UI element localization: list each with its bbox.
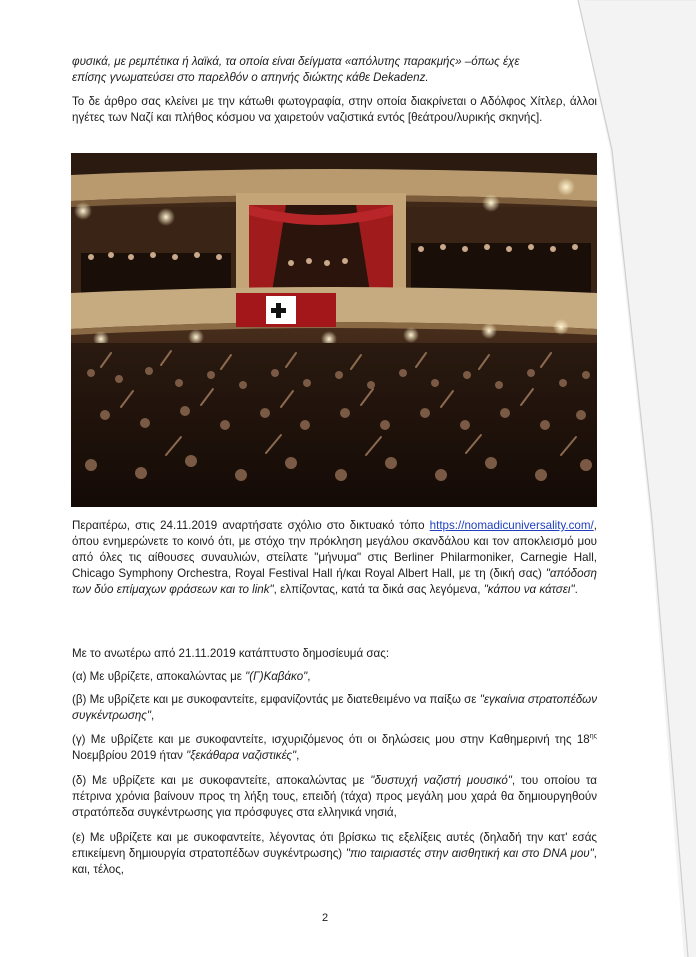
nomadic-link[interactable]: https://nomadicuniversality.com/ — [429, 519, 594, 532]
item-d: (δ) Με υβρίζετε και με συκοφαντείτε, αποκαλώντας με "δυστυχή ναζιστή μουσικό", του οποίου τα πέτρινα χρόνια βαίνουν προς τη λήξη τους, επειδή (τάχα) προς μεγάλη μου χαρά θα δημιουργηθούν στρατόπεδα συγκέντρωσης για πρόσφυγες στα ελληνικά νησιά, — [72, 774, 597, 819]
para1-line1: φυσικά, με ρεμπέτικα ή λαϊκά, τα οποία είναι δείγματα «απόλυτης παρακμής» –όπως έχε — [72, 55, 520, 68]
item-c: (γ) Με υβρίζετε και με συκοφαντείτε, ισχυριζόμενος ότι οι δηλώσεις μου στην Καθημερινή της $18^{\eta\varsigma}$ Νοεμβρίου 2019 ήταν "ξεκάθαρα ναζιστικές", — [72, 733, 597, 762]
opera-hall-photo — [71, 153, 597, 507]
item-b: (β) Με υβρίζετε και με συκοφαντείτε, εμφανίζοντάς με διατεθειμένο να παίξω σε "εγκαίνια στρατοπέδων συγκέντρωσης", — [72, 693, 597, 722]
item-a: (α) Με υβρίζετε, αποκαλώντας με "(Γ)Καβάκο", — [72, 670, 311, 683]
para3: Περαιτέρω, στις 24.11.2019 αναρτήσατε σχόλιο στο δικτυακό τόπο https://nomadicuniversality.com/, όπου ενημερώνετε το κοινό ότι, με στόχο την πρόκληση μεγάλου σκανδάλου και τον αποκλεισμό μου από όλες τις αίθουσες συναυλιών, στείλατε "μήνυμα" στις Berliner Philarmoniker, Carnegie Hall, Chicago Symphony Orchestra, Royal Festival Hall ή/και Royal Albert Hall, με τη (δική σας) "απόδοση των δύο επίμαχων φράσεων και το link", ελπίζοντας, κατά τα δικά σας λεγόμενα, "κάπου να κάτσει". — [72, 519, 597, 596]
para1-line2: επίσης γνωματεύσει στο παρελθόν ο απηνής διώκτης κάθε Dekadenz. — [72, 71, 429, 84]
para2: Το δε άρθρο σας κλείνει με την κάτωθι φωτογραφία, στην οποία διακρίνεται ο Αδόλφος Χίτλερ, άλλοι ηγέτες των Ναζί και πλήθος κόσμου να χαιρετούν ναζιστικά εντός [θεάτρου/λυρικής σκηνής]. — [72, 95, 597, 124]
opera-hall-photo-icon — [71, 153, 597, 507]
para4: Με το ανωτέρω από 21.11.2019 κατάπτυστο δημοσίευμά σας: — [72, 647, 390, 660]
page-number: 2 — [321, 912, 329, 924]
item-e: (ε) Με υβρίζετε και με συκοφαντείτε, λέγοντας ότι βρίσκω τις εξελίξεις αυτές (δηλαδή την κατ' εσάς επικείμενη δημιουργία στρατοπέδων συγκέντρωσης) "πιο ταιριαστές στην αισθητική και στο DNA μου", και, τέλος, — [72, 831, 597, 876]
